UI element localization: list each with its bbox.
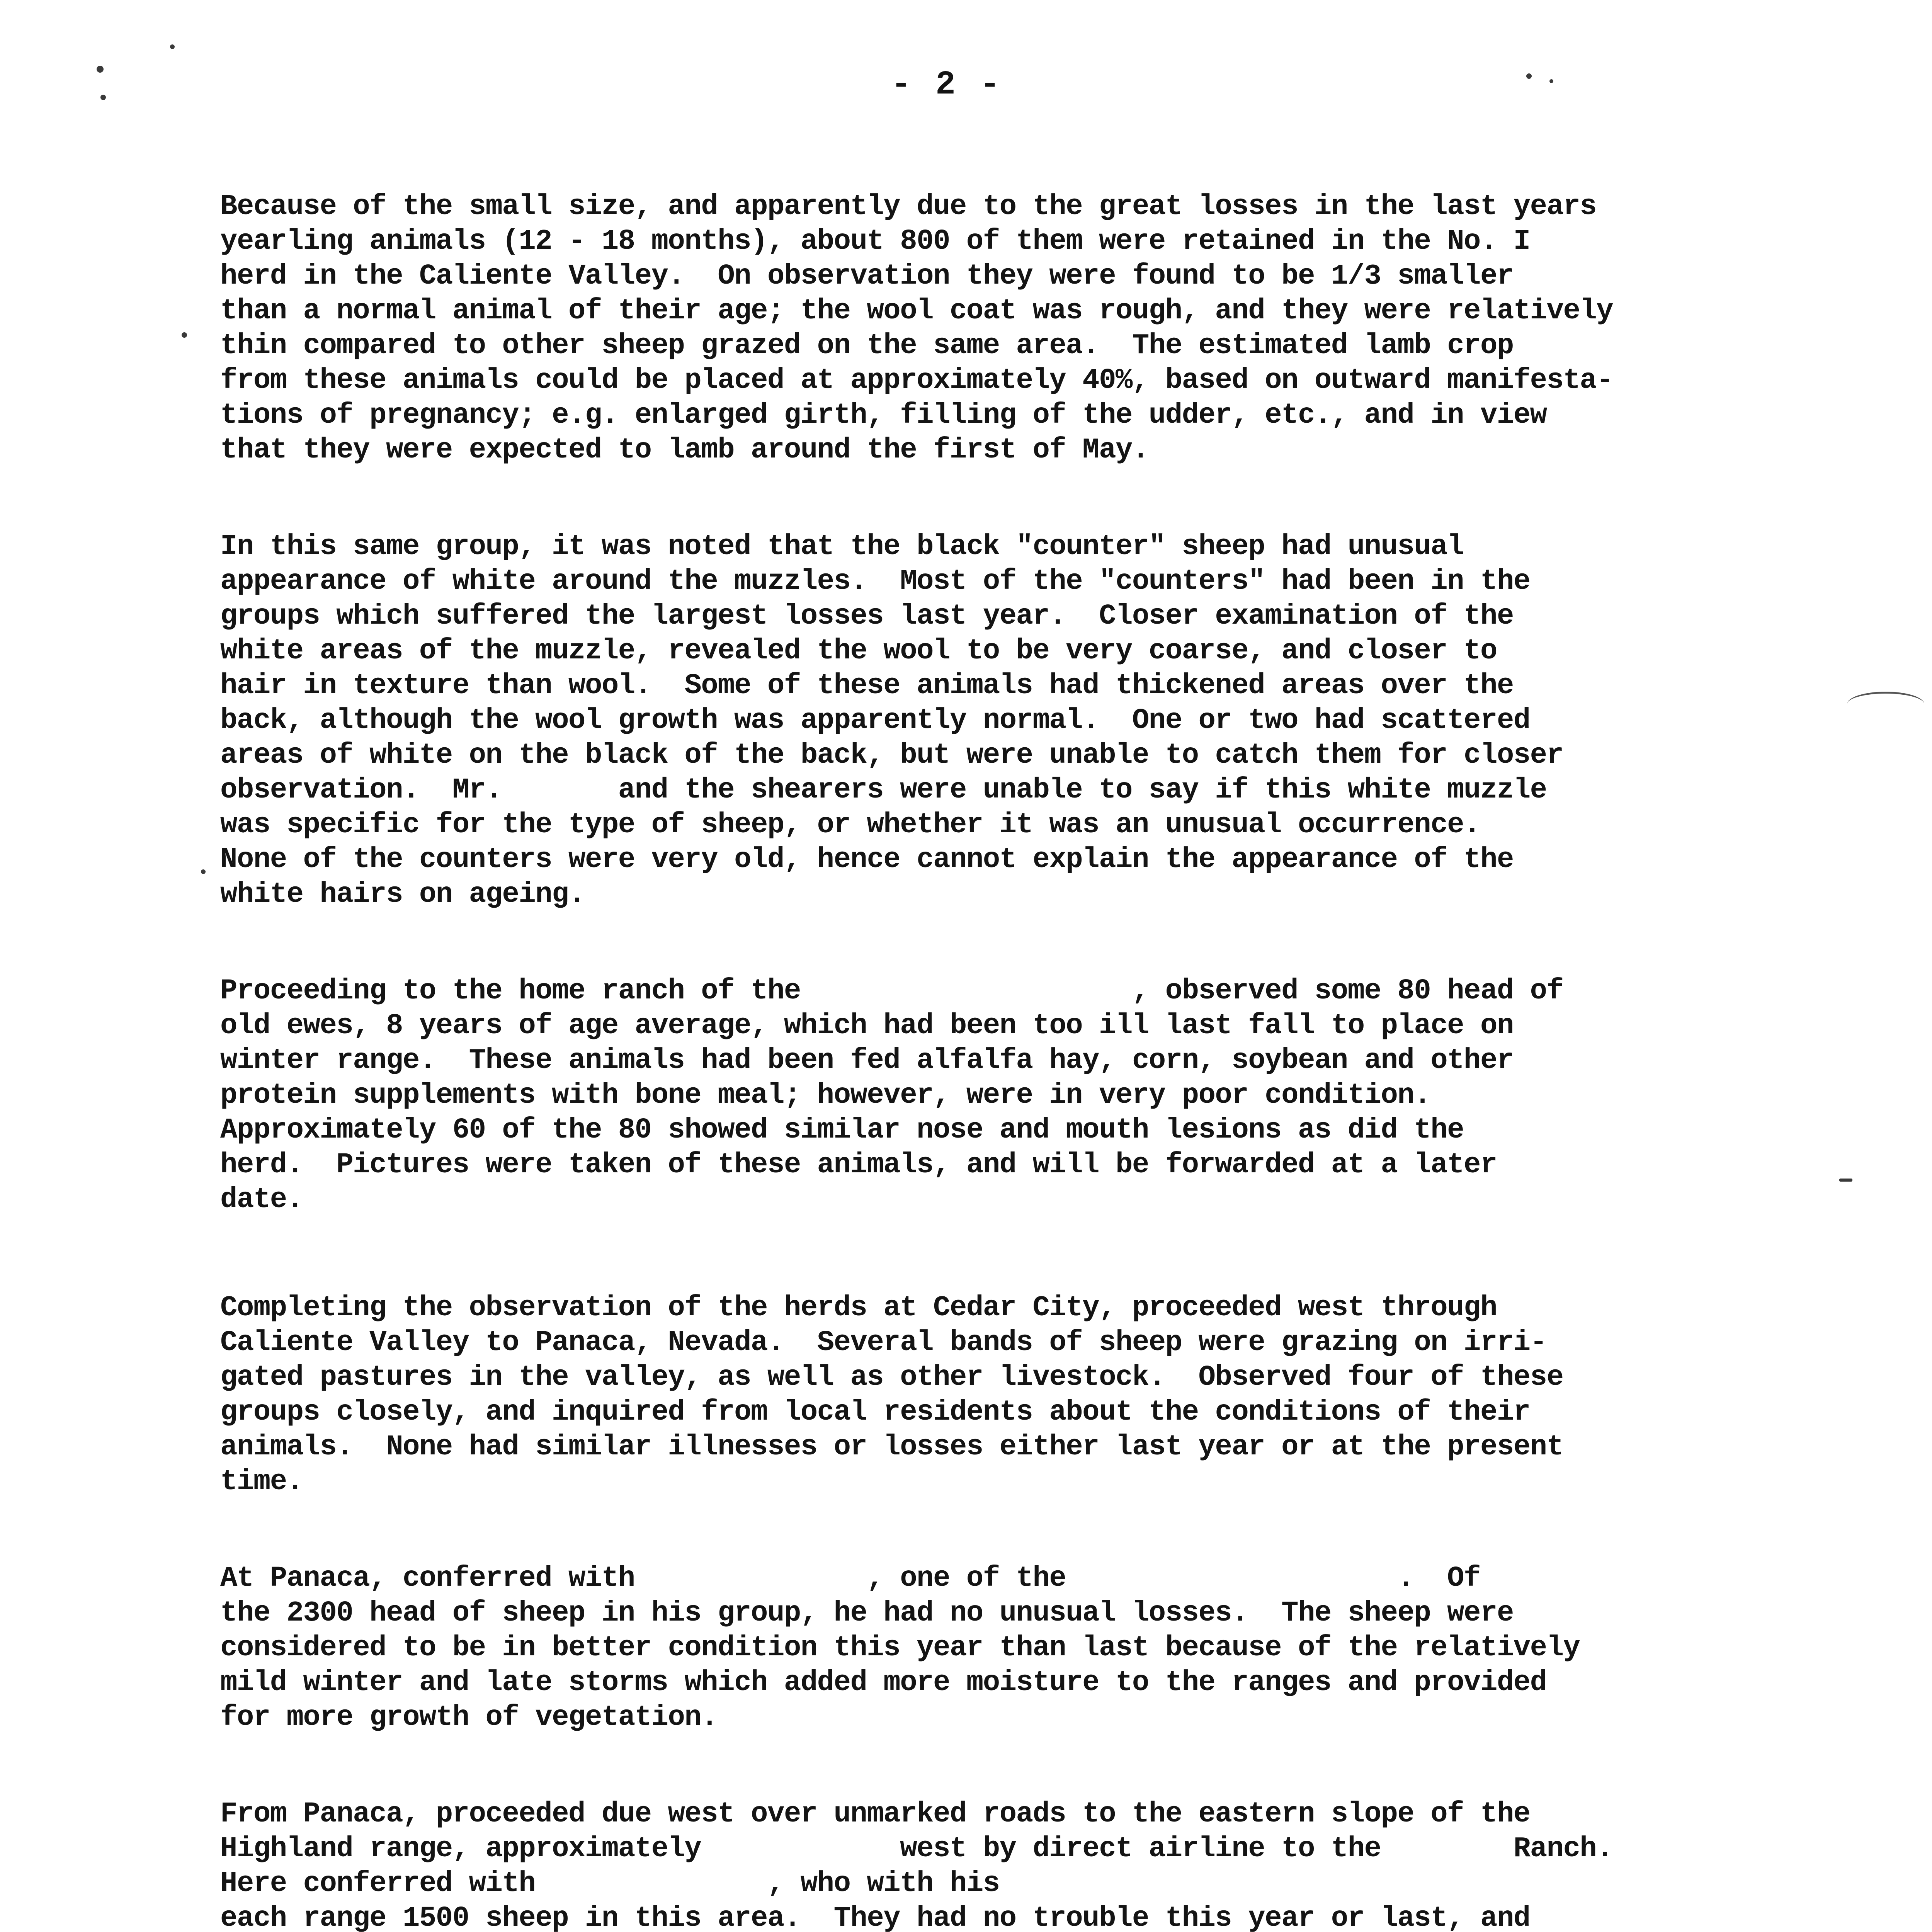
text-line: thin compared to other sheep grazed on the same area. The estimated lamb crop <box>220 330 1514 362</box>
text-line: Caliente Valley to Panaca, Nevada. Several bands of sheep were grazing on irri- <box>220 1327 1547 1359</box>
text-line: the 2300 head of sheep in his group, he had no unusual losses. The sheep were <box>220 1597 1514 1629</box>
paragraph-3 <box>220 974 1882 1217</box>
scan-speck <box>1839 1179 1852 1182</box>
scan-speck <box>170 44 175 49</box>
text-line: winter range. These animals had been fed alfalfa hay, corn, soybean and other <box>220 1044 1514 1077</box>
scan-speck <box>97 66 104 73</box>
text-line: groups closely, and inquired from local residents about the conditions of their <box>220 1396 1530 1429</box>
text-line: each range 1500 sheep in this area. They had no trouble this year or last, and <box>220 1902 1530 1932</box>
text-line: herd in the Caliente Valley. On observation they were found to be 1/3 smaller <box>220 260 1514 293</box>
text-line: than a normal animal of their age; the wool coat was rough, and they were relatively <box>220 295 1613 327</box>
text-line: back, although the wool growth was apparently normal. One or two had scattered <box>220 704 1530 737</box>
body-text <box>220 189 1882 1932</box>
text-line: time. <box>220 1466 303 1498</box>
text-line: tions of pregnancy; e.g. enlarged girth, filling of the udder, etc., and in view <box>220 399 1547 432</box>
text-line: old ewes, 8 years of age average, which had been too ill last fall to place on <box>220 1010 1514 1042</box>
text-line: In this same group, it was noted that the black "counter" sheep had unusual <box>220 531 1464 563</box>
paragraph-1 <box>220 189 1882 468</box>
text-line: yearling animals (12 - 18 months), about 800 of them were retained in the No. I <box>220 225 1530 258</box>
text-line: gated pastures in the valley, as well as other livestock. Observed four of these <box>220 1361 1563 1394</box>
text-line: hair in texture than wool. Some of these animals had thickened areas over the <box>220 670 1514 702</box>
text-line: observation. Mr. and the shearers were unable to say if this white muzzle <box>220 774 1547 806</box>
scan-speck <box>100 95 106 100</box>
page-number: - 2 - <box>891 66 1003 104</box>
text-line: mild winter and late storms which added more moisture to the ranges and provided <box>220 1667 1547 1699</box>
text-line: date. <box>220 1184 303 1216</box>
text-line: Highland range, approximately west by direct airline to the Ranch. <box>220 1833 1613 1865</box>
text-line: considered to be in better condition this year than last because of the relatively <box>220 1632 1580 1664</box>
text-line: from these animals could be placed at approximately 40%, based on outward manifesta- <box>220 364 1613 397</box>
paragraph-2 <box>220 529 1882 912</box>
text-line: animals. None had similar illnesses or losses either last year or at the present <box>220 1431 1563 1463</box>
text-line: Proceeding to the home ranch of the , observed some 80 head of <box>220 975 1563 1007</box>
margin-mark <box>1847 692 1924 717</box>
text-line: Approximately 60 of the 80 showed similar nose and mouth lesions as did the <box>220 1114 1464 1146</box>
text-line: From Panaca, proceeded due west over unmarked roads to the eastern slope of the <box>220 1798 1530 1830</box>
paragraph-6 <box>220 1797 1882 1932</box>
scan-speck <box>1526 73 1532 79</box>
text-line: that they were expected to lamb around the first of May. <box>220 434 1149 466</box>
text-line: At Panaca, conferred with , one of the . Of <box>220 1562 1480 1595</box>
text-line: groups which suffered the largest losses last year. Closer examination of the <box>220 600 1514 633</box>
scan-speck <box>201 869 206 874</box>
text-line: herd. Pictures were taken of these animals, and will be forwarded at a later <box>220 1149 1497 1181</box>
scan-speck <box>1549 79 1553 83</box>
scan-speck <box>182 332 187 338</box>
text-line: areas of white on the black of the back, but were unable to catch them for closer <box>220 739 1563 772</box>
text-line: protein supplements with bone meal; however, were in very poor condition. <box>220 1079 1431 1112</box>
text-line: Here conferred with , who with his <box>220 1867 1000 1900</box>
text-line: for more growth of vegetation. <box>220 1701 718 1734</box>
paragraph-5 <box>220 1561 1882 1735</box>
text-line: Because of the small size, and apparently due to the great losses in the last years <box>220 190 1597 223</box>
paragraph-4 <box>220 1291 1882 1499</box>
text-line: None of the counters were very old, hence cannot explain the appearance of the <box>220 844 1514 876</box>
text-line: white areas of the muzzle, revealed the wool to be very coarse, and closer to <box>220 635 1497 667</box>
text-line: was specific for the type of sheep, or whether it was an unusual occurrence. <box>220 809 1480 841</box>
text-line: appearance of white around the muzzles. Most of the "counters" had been in the <box>220 565 1530 598</box>
text-line: white hairs on ageing. <box>220 878 585 911</box>
text-line: Completing the observation of the herds at Cedar City, proceeded west through <box>220 1292 1497 1324</box>
